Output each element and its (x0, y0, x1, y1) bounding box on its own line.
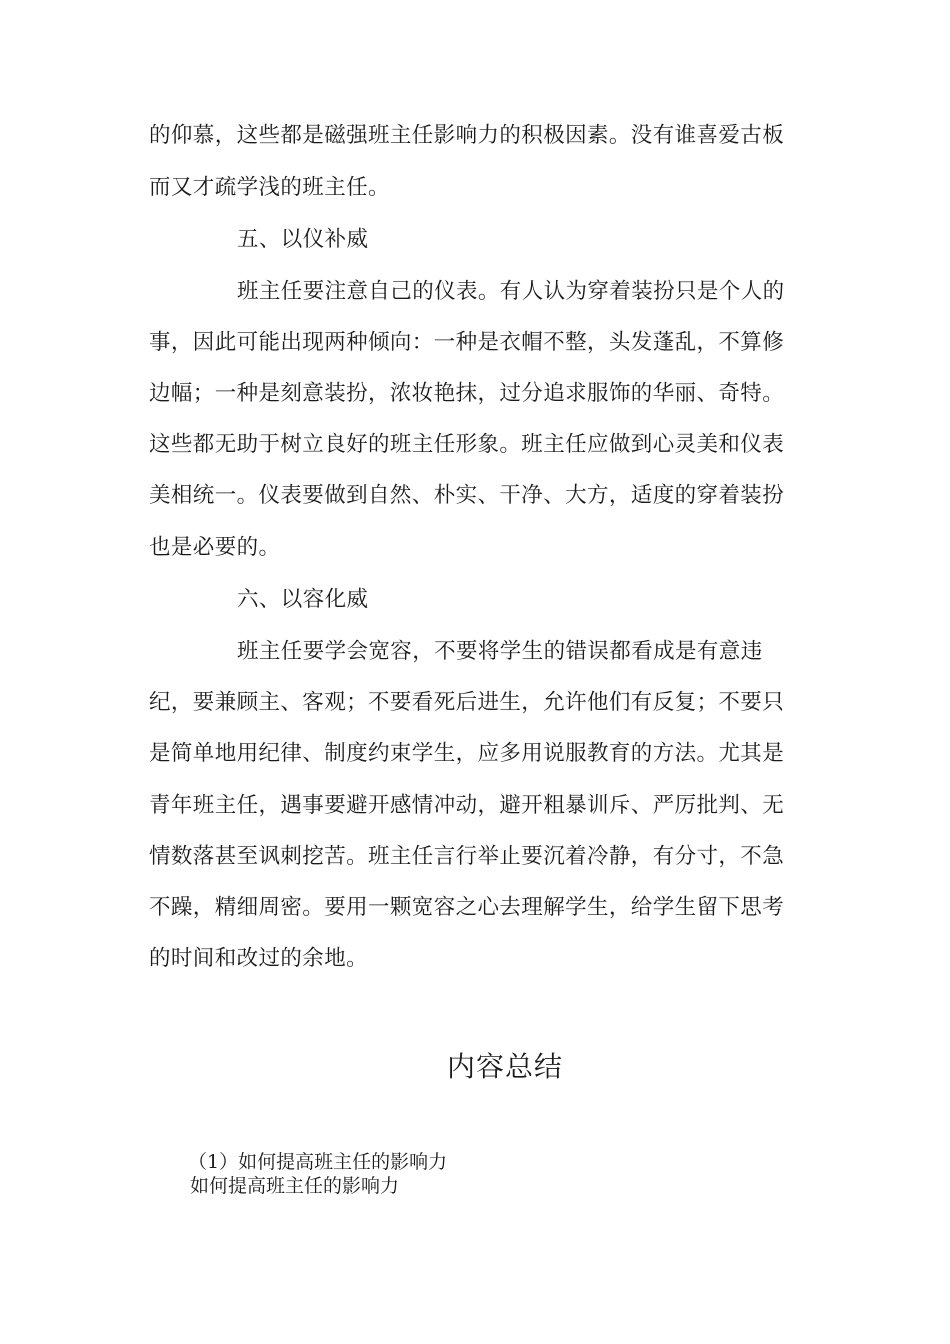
paragraph-line: 边幅；一种是刻意装扮，浓妆艳抹，过分追求服饰的华丽、奇特。 (149, 381, 785, 406)
paragraph-line: 是简单地用纪律、制度约束学生，应多用说服教育的方法。尤其是 (149, 741, 785, 766)
summary-title: 内容总结 (446, 1050, 563, 1083)
paragraph-line: 班主任要注意自己的仪表。有人认为穿着装扮只是个人的 (237, 279, 785, 304)
summary-item-body: 如何提高班主任的影响力 (190, 1175, 400, 1197)
section-heading: 五、以仪补威 (237, 227, 369, 252)
paragraph-line: 情数落甚至讽刺挖苦。班主任言行举止要沉着冷静，有分寸，不急 (149, 844, 785, 869)
paragraph-line: 班主任要学会宽容，不要将学生的错误都看成是有意违 (237, 639, 763, 664)
section-heading: 六、以容化威 (237, 587, 369, 612)
paragraph-line: 的时间和改过的余地。 (149, 946, 369, 971)
paragraph-line: 事，因此可能出现两种倾向：一种是衣帽不整，头发蓬乱，不算修 (149, 330, 785, 355)
paragraph-line: 不躁，精细周密。要用一颗宽容之心去理解学生，给学生留下思考 (149, 895, 785, 920)
paragraph-line: 这些都无助于树立良好的班主任形象。班主任应做到心灵美和仪表 (149, 432, 785, 457)
paragraph-line: 而又才疏学浅的班主任。 (149, 175, 390, 200)
paragraph-line: 青年班主任，遇事要避开感情冲动，避开粗暴训斥、严厉批判、无 (149, 793, 785, 818)
summary-item-heading: （1）如何提高班主任的影响力 (188, 1151, 448, 1173)
paragraph-line: 的仰慕，这些都是磁强班主任影响力的积极因素。没有谁喜爱古板 (149, 123, 785, 148)
paragraph-line: 美相统一。仪表要做到自然、朴实、干净、大方，适度的穿着装扮 (149, 483, 785, 508)
paragraph-line: 也是必要的。 (149, 535, 281, 560)
paragraph-line: 纪，要兼顾主、客观；不要看死后进生，允许他们有反复；不要只 (149, 690, 785, 715)
